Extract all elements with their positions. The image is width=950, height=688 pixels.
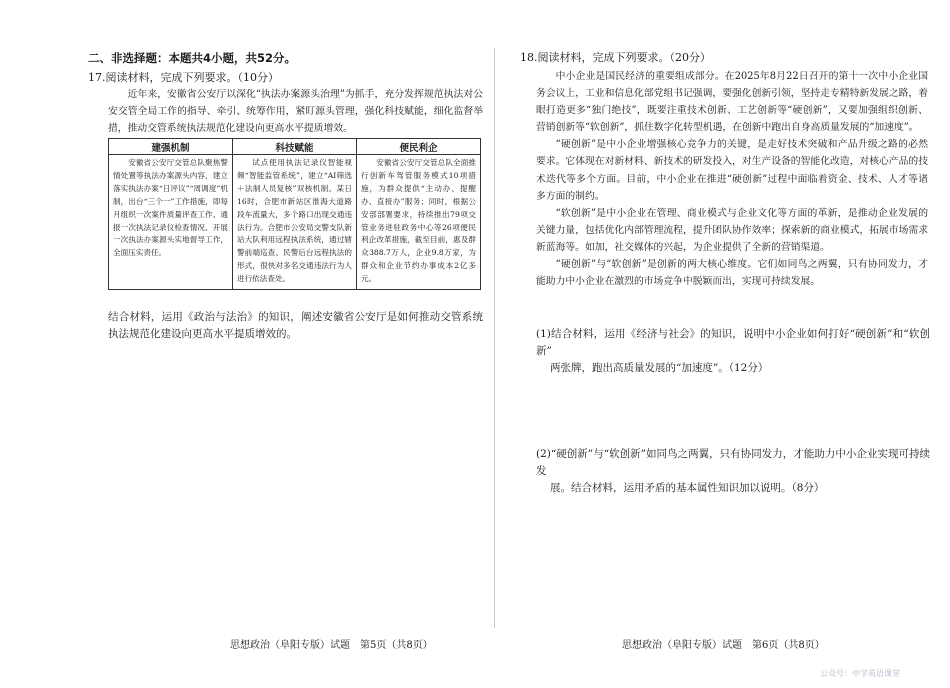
table-cell-technology: 试点使用执法记录仪智能视频“智能监管系统”，建立“AI筛选＋法制人员复核”双核机制。某日16时，合肥市新站区淮海大道路段车流量大，多个路口出现交通违法行为。合肥市公安局交警支队新站大队利用远程执法系统，通过辖警前端巡查、民警后台远程执法的形式，很快对多名交通违法行为人进行依法查处。: [233, 155, 357, 290]
table-header-technology: 科技赋能: [233, 139, 357, 155]
sub2-line2: 展。结合材料，运用矛盾的基本属性知识加以说明。（8分）: [550, 482, 825, 494]
material-paragraph: 中小企业是国民经济的重要组成部分。在2025年8月22日召开的第十一次中小企业国务会议上，工业和信息化部党组书记强调，要强化创新引领，坚持走专精特新发展之路，着眼打造更多“独门绝技”，既要注重技术创新、工艺创新等“硬创新”，又要加强组织创新、营销创新等“软创新”，抓住数字化转型机遇，在创新中跑出自身高质量发展的“加速度”。: [536, 71, 928, 134]
table-header-mechanism: 建强机制: [109, 139, 233, 155]
material-table-header-row: [109, 139, 481, 155]
material-paragraph: “硬创新”是中小企业增强核心竞争力的关键，是走好技术突破和产品升级之路的必然要求。它体现在对新材料、新技术的研发投入，对生产设备的智能化改造，对核心产品的技术迭代等多个方面。目前，中小企业在推进“硬创新”过程中面临着资金、技术、人才等诸多方面的制约。: [536, 139, 928, 202]
page-footer-left: 思想政治（阜阳专版）试题 第5页（共8页）: [230, 640, 433, 651]
material-table-row: [109, 155, 481, 290]
table-cell-convenience: 安徽省公安厅交管总队全面推行创新车驾管服务模式10项措施，为群众提供“主动办、提醒办、直接办”服务；同时，根据公安部部署要求，持续推出79项交管业务进驻政务中心等26项便民利企改革措施，截至目前，惠及群众388.7万人，企业9.8万家，为群众和企业节约办事成本2亿多元。: [357, 155, 481, 290]
page-divider: [494, 48, 495, 628]
watermark: 公众号：中学英语课堂: [820, 669, 900, 678]
table-cell-mechanism: 安徽省公安厅交管总队聚焦警情处置等执法办案源头内容，建立落实执法办案“日评议”“周调度”机制，出台“三个一”工作措施，即每月组织一次案件质量评查工作、通报一次执法记录仪检查情况、开展一次执法办案源头实地督导工作，全面压实责任。: [109, 155, 233, 290]
question-17-heading: 17.阅读材料，完成下列要求。（10分）: [88, 71, 279, 84]
sub2-line1: (2)“硬创新”与“软创新”如同鸟之两翼，只有协同发力，才能助力中小企业实现可持续发: [536, 448, 930, 477]
sub1-line1: (1)结合材料，运用《经济与社会》的知识，说明中小企业如何打好“硬创新”和“软创新”: [536, 328, 930, 357]
material-paragraph: “硬创新”与“软创新”是创新的两大核心维度。它们如同鸟之两翼，只有协同发力，才能助力中小企业在激烈的市场竞争中脱颖而出，实现可持续发展。: [536, 259, 928, 288]
question-18-heading: 18.阅读材料，完成下列要求。（20分）: [520, 51, 711, 64]
material-paragraph: “软创新”是中小企业在管理、商业模式与企业文化等方面的革新，是推动企业发展的关键力量，包括优化内部管理流程，提升团队协作效率；探索新的商业模式，拓展市场需求新蓝海等。如加，社交媒体的兴起，为企业提供了全新的营销渠道。: [536, 207, 928, 253]
material-table: [108, 138, 481, 290]
section-title: 二、非选择题：本题共4小题，共52分。: [88, 51, 297, 65]
question-17-task: 结合材料，运用《政治与法治》的知识，阐述安徽省公安厅是如何推动交管系统执法规范化建设向更高水平提质增效的。: [108, 311, 483, 340]
sub1-line2: 两张牌，跑出高质量发展的“加速度”。（12分）: [550, 362, 769, 374]
page-footer-right: 思想政治（阜阳专版）试题 第6页（共8页）: [622, 640, 825, 651]
question-18-material: [536, 68, 928, 290]
question-18-sub2: [536, 446, 930, 497]
table-header-convenience: 便民利企: [357, 139, 481, 155]
question-17-intro: 近年来，安徽省公安厅以深化“执法办案源头治理”为抓手，充分发挥规范执法对公安交管全局工作的指导、牵引、统筹作用，紧盯源头管理，强化科技赋能，细化监督举措，推动交管系统执法规范化建设向更高水平提质增效。: [108, 89, 483, 134]
question-18-sub1: [536, 326, 930, 377]
